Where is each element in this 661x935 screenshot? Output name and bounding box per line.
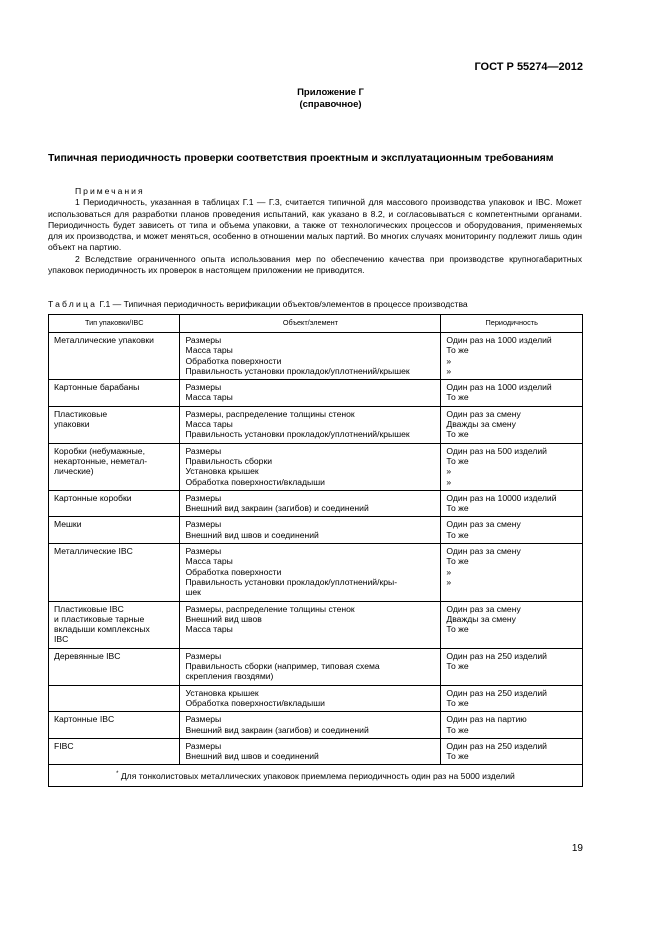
cell-line: Размеры: [185, 546, 222, 557]
table-caption: [48, 299, 468, 309]
table-row: [49, 712, 583, 739]
cell-object: [180, 648, 441, 685]
cell-line: Один раз за смену: [446, 519, 521, 530]
cell-type: [49, 517, 180, 544]
standard-number: ГОСТ Р 55274—2012: [474, 61, 583, 73]
footnote-text: Для тонколистовых металлических упаковок приемлема периодичность один раз на 5000 изделий: [120, 771, 515, 782]
cell-line: »: [446, 365, 452, 376]
cell-frequency: [441, 648, 583, 685]
cell-line: Масса тары: [185, 419, 233, 430]
table-caption-text: Г.1 — Типичная периодичность верификации объектов/элементов в процессе производства: [99, 299, 468, 309]
cell-line: Один раз на 1000 изделий: [446, 335, 552, 345]
table-row: [49, 406, 583, 443]
cell-line: Правильность сборки (например, типовая схема: [185, 661, 380, 672]
cell-type: [49, 712, 180, 739]
cell-type: [49, 648, 180, 685]
cell-line: То же: [446, 556, 469, 567]
note-1: 1 Периодичность, указанная в таблицах Г.1 — Г.3, считается типичной для массового производства упаковок и IBC. Может использоваться для разработки планов проведения испытаний, как указано в 8.2, и согласовываться с компетентными органами. Периодичность будет зависеть от типа и объема упаковки, а также от технологических процессов и оборудования, применяемых для их производства, и может меняться, особенно в отношении малых партий. Во многих случаях мониторингу подлежит лишь один объект на партию.: [48, 197, 582, 253]
table-row: [49, 648, 583, 685]
cell-line: Размеры, распределение толщины стенок: [185, 408, 355, 419]
cell-line: Размеры: [185, 519, 222, 530]
cell-line: скрепления гвоздями): [185, 671, 274, 682]
cell-line: Правильность установки прокладок/уплотнений/крышек: [185, 365, 410, 376]
cell-line: Внешний вид швов и соединений: [185, 751, 319, 762]
cell-line: IBC: [54, 634, 69, 645]
cell-line: FIBC: [54, 740, 74, 751]
cell-line: вкладыши комплексных: [54, 624, 150, 635]
cell-frequency: [441, 380, 583, 407]
cell-line: Дважды за смену: [446, 613, 516, 624]
cell-frequency: [441, 406, 583, 443]
header-object: Объект/элемент: [180, 315, 441, 333]
cell-line: То же: [446, 392, 469, 403]
cell-line: Пластиковые IBC: [54, 603, 124, 614]
notes-block: [48, 186, 582, 276]
cell-frequency: [441, 685, 583, 712]
cell-line: Масса тары: [185, 556, 233, 567]
table-row: [49, 490, 583, 517]
cell-line: Размеры: [185, 492, 222, 503]
cell-line: Размеры, распределение толщины стенок: [185, 603, 355, 614]
cell-line: Один раз на 1000 изделий: [446, 382, 552, 393]
cell-line: Внешний вид закраин (загибов) и соединений: [185, 503, 369, 514]
cell-line: Один раз на 250 изделий: [446, 650, 547, 661]
cell-line: Один раз на партию: [446, 714, 527, 725]
cell-line: шек: [185, 587, 201, 598]
cell-line: Один раз на 500 изделий: [446, 445, 547, 456]
page-number: 19: [571, 843, 583, 854]
table-row: [49, 333, 583, 380]
cell-frequency: [441, 738, 583, 765]
cell-line: Один раз на 250 изделий: [446, 740, 547, 751]
table-row: [49, 685, 583, 712]
cell-frequency: [441, 517, 583, 544]
cell-line: Металлические IBC: [54, 546, 133, 557]
cell-line: Деревянные IBC: [54, 650, 121, 661]
cell-line: То же: [446, 724, 469, 735]
table-row: [49, 601, 583, 648]
cell-line: Картонные IBC: [54, 714, 115, 725]
table-row: [49, 738, 583, 765]
cell-line: Обработка поверхности/вкладыши: [185, 476, 325, 487]
cell-type: [49, 380, 180, 407]
cell-object: [180, 544, 441, 601]
cell-line: Внешний вид закраин (загибов) и соединений: [185, 724, 369, 735]
cell-line: Картонные коробки: [54, 492, 132, 503]
cell-line: То же: [446, 751, 469, 762]
cell-line: Коробки (небумажные,: [54, 445, 145, 456]
cell-line: некартонные, неметал-: [54, 455, 148, 466]
cell-line: Масса тары: [185, 345, 233, 356]
cell-line: Мешки: [54, 519, 82, 530]
cell-line: Пластиковые: [54, 408, 108, 419]
cell-line: Дважды за смену: [446, 419, 516, 430]
cell-line: То же: [446, 503, 469, 514]
cell-frequency: [441, 601, 583, 648]
cell-type: [49, 738, 180, 765]
cell-line: »: [446, 576, 452, 587]
table-footnote: [49, 765, 583, 786]
notes-caption: Примечания: [75, 186, 145, 196]
cell-object: [180, 406, 441, 443]
table-footnote-row: [49, 765, 583, 786]
table-row: [49, 443, 583, 490]
cell-line: То же: [446, 529, 469, 540]
cell-object: [180, 517, 441, 544]
footnote-mark: *: [116, 771, 119, 778]
header-frequency: Периодичность: [441, 315, 583, 333]
cell-line: и пластиковые тарные: [54, 613, 145, 624]
cell-line: »: [446, 355, 452, 366]
cell-object: [180, 738, 441, 765]
table-row: [49, 380, 583, 407]
cell-line: То же: [446, 697, 469, 708]
cell-line: Обработка поверхности: [185, 566, 282, 577]
cell-object: [180, 443, 441, 490]
cell-type: [49, 601, 180, 648]
cell-type: [49, 443, 180, 490]
appendix-subtitle: (справочное): [299, 99, 362, 110]
cell-line: Внешний вид швов: [185, 613, 262, 624]
cell-frequency: [441, 712, 583, 739]
cell-line: Один раз за смену: [446, 408, 521, 419]
cell-line: Один раз за смену: [446, 603, 521, 614]
cell-object: [180, 380, 441, 407]
cell-line: лические): [54, 466, 94, 477]
cell-line: Правильность сборки: [185, 455, 273, 466]
table-caption-label: Таблица: [48, 299, 98, 309]
cell-line: упаковки: [54, 419, 90, 430]
cell-frequency: [441, 490, 583, 517]
frequency-table: [48, 314, 583, 787]
cell-object: [180, 685, 441, 712]
cell-line: То же: [446, 429, 469, 440]
cell-line: »: [446, 466, 452, 477]
cell-frequency: [441, 443, 583, 490]
cell-type: [49, 406, 180, 443]
cell-object: [180, 601, 441, 648]
cell-line: Размеры: [185, 445, 222, 456]
cell-line: Обработка поверхности/вкладыши: [185, 697, 325, 708]
cell-frequency: [441, 544, 583, 601]
note-2: 2 Вследствие ограниченного опыта использования мер по обеспечению качества при производстве крупногабаритных упаковок периодичность их проверок в настоящем приложении не приводится.: [48, 253, 582, 276]
cell-line: То же: [446, 455, 469, 466]
cell-line: Масса тары: [185, 624, 233, 635]
cell-line: То же: [446, 624, 469, 635]
header-type: Тип упаковки/IBC: [49, 315, 180, 333]
cell-line: »: [446, 476, 452, 487]
cell-object: [180, 333, 441, 380]
cell-line: Размеры: [185, 382, 222, 393]
cell-line: Размеры: [185, 714, 222, 725]
cell-line: Размеры: [185, 335, 222, 345]
cell-type: [49, 544, 180, 601]
cell-frequency: [441, 333, 583, 380]
section-heading: Типичная периодичность проверки соответствия проектным и эксплуатационным требованиям: [48, 152, 554, 164]
cell-object: [180, 712, 441, 739]
cell-line: Внешний вид швов и соединений: [185, 529, 319, 540]
cell-object: [180, 490, 441, 517]
cell-line: То же: [446, 661, 469, 672]
cell-line: То же: [446, 345, 469, 356]
cell-line: Один раз за смену: [446, 546, 521, 557]
cell-line: Размеры: [185, 650, 222, 661]
cell-type: [49, 685, 180, 712]
cell-line: »: [446, 566, 452, 577]
cell-line: Правильность установки прокладок/уплотнений/крышек: [185, 429, 410, 440]
cell-line: Один раз на 10000 изделий: [446, 492, 557, 503]
table-row: [49, 544, 583, 601]
cell-type: [49, 490, 180, 517]
cell-type: [49, 333, 180, 380]
cell-line: Масса тары: [185, 392, 233, 403]
cell-line: Установка крышек: [185, 466, 259, 477]
cell-line: Установка крышек: [185, 687, 259, 698]
table-header-row: [49, 315, 583, 333]
cell-line: Один раз на 250 изделий: [446, 687, 547, 698]
cell-line: Правильность установки прокладок/уплотнений/кры-: [185, 576, 398, 587]
cell-line: Размеры: [185, 740, 222, 751]
cell-line: Обработка поверхности: [185, 355, 282, 366]
cell-line: Металлические упаковки: [54, 335, 154, 345]
table-row: [49, 517, 583, 544]
cell-line: Картонные барабаны: [54, 382, 140, 393]
appendix-title: Приложение Г: [297, 87, 364, 98]
